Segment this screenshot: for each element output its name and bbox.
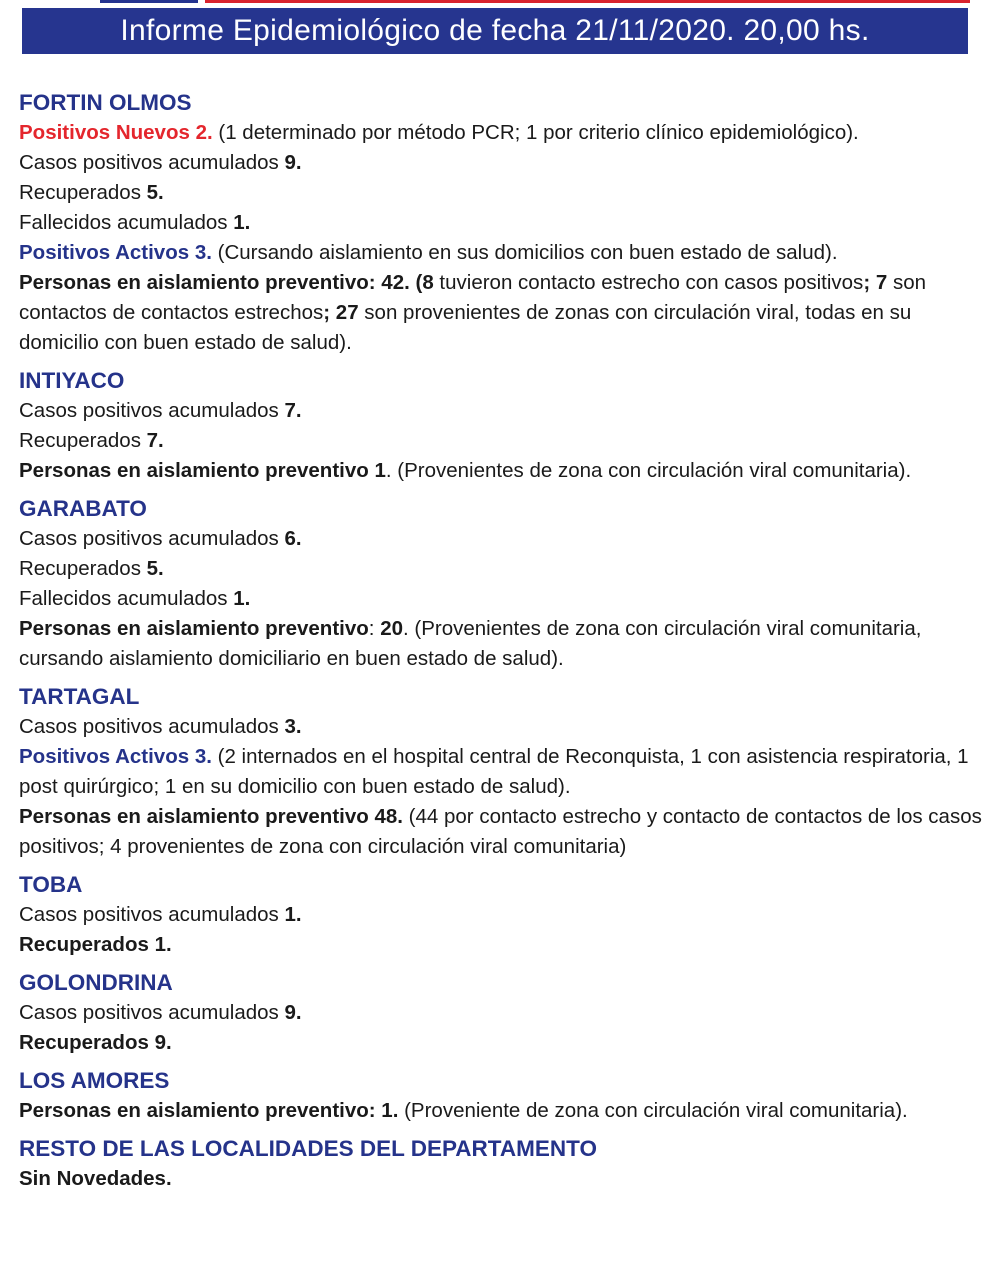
top-stripe-red xyxy=(205,0,970,3)
text-segment: : xyxy=(368,617,381,640)
text-segment: Personas en aislamiento preventivo xyxy=(19,617,369,640)
report-line xyxy=(19,802,984,862)
text-segment: Casos positivos acumulados xyxy=(19,399,285,422)
locality-section xyxy=(19,366,984,486)
text-segment: . (Provenientes de zona con circulación viral comunitaria). xyxy=(385,459,912,482)
text-segment: (Cursando aislamiento en sus domicilios con buen estado de salud). xyxy=(211,241,838,264)
text-segment: ; 27 xyxy=(323,301,359,324)
report-line xyxy=(19,584,984,614)
locality-section xyxy=(19,682,984,862)
text-segment: Positivos Nuevos 2. xyxy=(19,121,213,144)
text-segment: (Proveniente de zona con circulación viral comunitaria). xyxy=(398,1099,908,1122)
text-segment: . (Provenientes de zona con circulación viral comunitaria, cursando aislamiento domiciliario en buen estado de salud). xyxy=(19,617,922,670)
text-segment: 3. xyxy=(284,715,302,738)
report-line xyxy=(19,1164,984,1194)
locality-heading: LOS AMORES xyxy=(19,1068,170,1093)
locality-section xyxy=(19,1066,984,1126)
report-line xyxy=(19,900,984,930)
locality-section xyxy=(19,88,984,358)
report-line xyxy=(19,208,984,238)
text-segment: Positivos Activos 3. xyxy=(19,241,212,264)
text-segment: 1. xyxy=(233,587,251,610)
locality-heading: TARTAGAL xyxy=(19,684,140,709)
report-line xyxy=(19,396,984,426)
locality-heading: TOBA xyxy=(19,872,83,897)
report-line xyxy=(19,524,984,554)
text-segment: 1. xyxy=(233,211,251,234)
locality-heading: GOLONDRINA xyxy=(19,970,173,995)
text-segment: Casos positivos acumulados xyxy=(19,715,285,738)
text-segment: Recuperados xyxy=(19,557,147,580)
text-segment: 6. xyxy=(284,527,302,550)
text-segment: 9. xyxy=(284,151,302,174)
text-segment: 9. xyxy=(284,1001,302,1024)
text-segment: Casos positivos acumulados xyxy=(19,527,285,550)
text-segment: Casos positivos acumulados xyxy=(19,1001,285,1024)
text-segment: Personas en aislamiento preventivo 1 xyxy=(19,459,386,482)
text-segment: Fallecidos acumulados xyxy=(19,211,234,234)
report-title-banner xyxy=(22,8,968,54)
report-title: Informe Epidemiológico de fecha 21/11/2020. 20,00 hs. xyxy=(120,14,870,47)
report-line xyxy=(19,456,984,486)
text-segment: Positivos Activos 3. xyxy=(19,745,212,768)
report-line xyxy=(19,148,984,178)
text-segment: Casos positivos acumulados xyxy=(19,151,285,174)
report-line xyxy=(19,614,984,674)
report-line xyxy=(19,998,984,1028)
report-line xyxy=(19,178,984,208)
report-line xyxy=(19,930,984,960)
text-segment: son provenientes de zonas con circulación viral, todas en su domicilio con buen estado de salud). xyxy=(19,301,912,354)
text-segment: Fallecidos acumulados xyxy=(19,587,234,610)
text-segment: (2 internados en el hospital central de Reconquista, 1 con asistencia respiratoria, 1 post quirúrgico; 1 en su domicilio con buen estado de salud). xyxy=(19,745,969,798)
locality-heading: RESTO DE LAS LOCALIDADES DEL DEPARTAMENTO xyxy=(19,1136,597,1161)
report-line xyxy=(19,1028,984,1058)
text-segment: son contactos de contactos estrechos xyxy=(19,271,926,324)
text-segment: 7. xyxy=(284,399,302,422)
text-segment: Personas en aislamiento preventivo 48. xyxy=(19,805,403,828)
text-segment: 20 xyxy=(380,617,403,640)
text-segment: Sin Novedades. xyxy=(19,1167,172,1190)
text-segment: ; 7 xyxy=(863,271,888,294)
text-segment: (44 por contacto estrecho y contacto de contactos de los casos positivos; 4 provenientes de zona con circulación viral comunitaria) xyxy=(19,805,982,858)
report-line xyxy=(19,742,984,802)
text-segment: 5. xyxy=(146,557,164,580)
text-segment: Casos positivos acumulados xyxy=(19,903,285,926)
report-line xyxy=(19,238,984,268)
text-segment: tuvieron contacto estrecho con casos positivos xyxy=(433,271,864,294)
locality-heading: GARABATO xyxy=(19,496,147,521)
text-segment: 1. xyxy=(284,903,302,926)
report-line xyxy=(19,712,984,742)
report-line xyxy=(19,118,984,148)
text-segment: 7. xyxy=(146,429,164,452)
locality-section xyxy=(19,494,984,674)
locality-section xyxy=(19,870,984,960)
top-stripe-blue xyxy=(100,0,198,3)
top-stripe xyxy=(0,0,1000,4)
text-segment: Recuperados xyxy=(19,429,147,452)
text-segment: Personas en aislamiento preventivo: 42. (8 xyxy=(19,271,434,294)
locality-section xyxy=(19,1134,984,1194)
text-segment: (1 determinado por método PCR; 1 por criterio clínico epidemiológico). xyxy=(212,121,859,144)
report-body xyxy=(19,88,984,1202)
locality-heading: INTIYACO xyxy=(19,368,125,393)
text-segment: 5. xyxy=(146,181,164,204)
text-segment: Recuperados 9. xyxy=(19,1031,172,1054)
report-line xyxy=(19,1096,984,1126)
text-segment: Recuperados 1. xyxy=(19,933,172,956)
report-line xyxy=(19,268,984,358)
locality-heading: FORTIN OLMOS xyxy=(19,90,192,115)
report-line xyxy=(19,554,984,584)
report-line xyxy=(19,426,984,456)
locality-section xyxy=(19,968,984,1058)
text-segment: Personas en aislamiento preventivo: 1. xyxy=(19,1099,399,1122)
text-segment: Recuperados xyxy=(19,181,147,204)
